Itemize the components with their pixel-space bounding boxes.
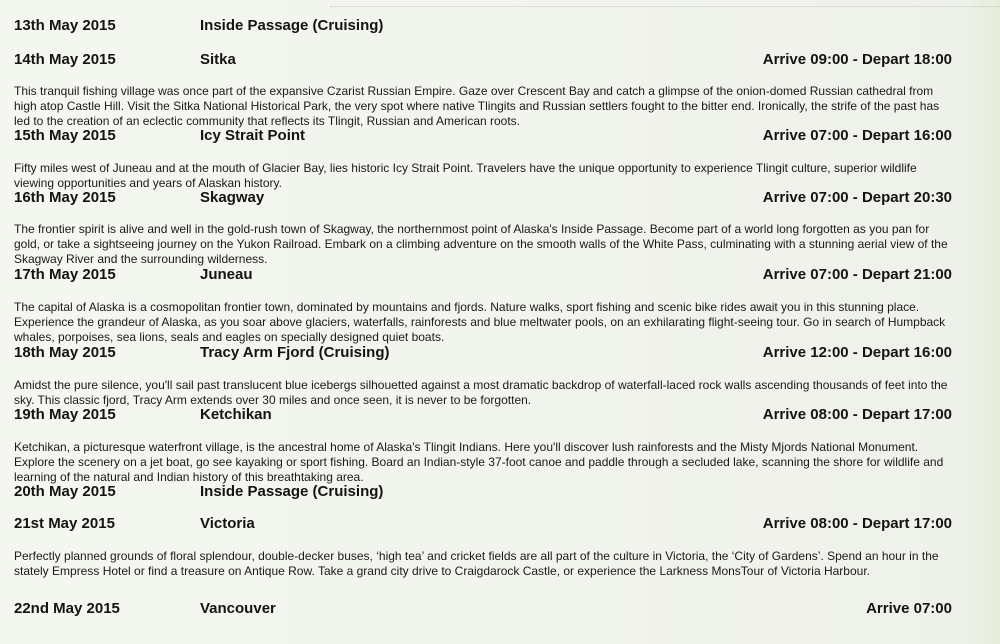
day-port: Sitka (200, 51, 236, 68)
day-port: Inside Passage (Cruising) (200, 483, 384, 500)
page-edge (960, 0, 1000, 644)
itinerary-day-header (14, 404, 954, 426)
day-description: The capital of Alaska is a cosmopolitan frontier town, dominated by mountains and fjords. Nature walks, sport fishing and scenic bike rides await you in this stunning place. Experience the grandeur of Alaska, as you soar above glaciers, waterfalls, rainforests and blue meltwater pools, on an exhilarating flight-seeing tour. Go in search of Humpback whales, porpoises, sea lions, seals and eagles on specially designed quiet boats. (14, 300, 946, 344)
day-port: Icy Strait Point (200, 127, 306, 144)
day-date: 21st May 2015 (14, 515, 115, 532)
day-date: 17th May 2015 (14, 266, 116, 283)
itinerary-day-header (14, 125, 954, 147)
itinerary-day-header (14, 513, 954, 535)
day-port: Skagway (200, 189, 265, 206)
day-port: Vancouver (200, 600, 276, 617)
day-date: 15th May 2015 (14, 127, 116, 144)
day-description: Perfectly planned grounds of floral splendour, double-decker buses, ‘high tea’ and cricket fields are all part of the culture in Victoria, the ‘City of Gardens’. Spend an hour in the stately Empress Hotel or find a treasure on Antique Row. Take a grand city drive to Craigdarock Castle, or experience the Larkness MonsTour of Victoria Harbour. (14, 549, 939, 578)
day-times: Arrive 07:00 - Depart 16:00 (762, 127, 952, 144)
day-description: Fifty miles west of Juneau and at the mouth of Glacier Bay, lies historic Icy Strait Point. Travelers have the unique opportunity to experience Tlingit culture, superior wildlife viewing opportunities and years of Alaskan history. (14, 161, 917, 190)
itinerary-day-header (14, 187, 954, 209)
day-port: Victoria (200, 515, 255, 532)
day-date: 18th May 2015 (14, 344, 116, 361)
itinerary-day-header (14, 264, 954, 286)
day-times: Arrive 07:00 (866, 600, 952, 617)
day-description: Amidst the pure silence, you'll sail past translucent blue icebergs silhouetted against a most dramatic backdrop of waterfall-laced rock walls ascending thousands of feet into the sky. This classic fjord, Tracy Arm extends over 30 miles and once seen, it is never to be forgotten. (14, 378, 948, 407)
day-times: Arrive 09:00 - Depart 18:00 (762, 51, 952, 68)
day-port: Ketchikan (200, 406, 272, 423)
day-description: This tranquil fishing village was once part of the expansive Czarist Russian Empire. Gaze over Crescent Bay and catch a glimpse of the onion-domed Russian cathedral from high atop Castle Hill. Visit the Sitka National Historical Park, the very spot where native Tlingits and Russian settlers fought to the bitter end. Ironically, the strife of the past has led to the creation of an eclectic community that reflects its Tlingit, Russian and American roots. (14, 84, 940, 128)
day-times: Arrive 07:00 - Depart 20:30 (762, 189, 952, 206)
itinerary-day-header (14, 342, 954, 364)
day-date: 19th May 2015 (14, 406, 116, 423)
day-times: Arrive 08:00 - Depart 17:00 (762, 515, 952, 532)
day-port: Inside Passage (Cruising) (200, 17, 384, 34)
itinerary-day-header (14, 15, 954, 37)
day-port: Juneau (200, 266, 253, 283)
day-date: 22nd May 2015 (14, 600, 120, 617)
day-date: 20th May 2015 (14, 483, 116, 500)
itinerary-day-header (14, 481, 954, 503)
day-date: 13th May 2015 (14, 17, 116, 34)
day-date: 14th May 2015 (14, 51, 116, 68)
itinerary-day-header (14, 49, 954, 71)
day-description: The frontier spirit is alive and well in the gold-rush town of Skagway, the northernmost point of Alaska's Inside Passage. Become part of a world long forgotten as you pan for gold, or take a sightseeing journey on the Yukon Railroad. Embark on a climbing adventure on the smooth walls of the White Pass, culminating with a stunning aerial view of the Skagway River and the surrounding wilderness. (14, 222, 948, 266)
cut-off-top-text (330, 0, 1000, 7)
day-date: 16th May 2015 (14, 189, 116, 206)
itinerary-day-header (14, 598, 954, 620)
day-port: Tracy Arm Fjord (Cruising) (200, 344, 390, 361)
day-times: Arrive 12:00 - Depart 16:00 (762, 344, 952, 361)
day-times: Arrive 08:00 - Depart 17:00 (762, 406, 952, 423)
day-times: Arrive 07:00 - Depart 21:00 (762, 266, 952, 283)
day-description: Ketchikan, a picturesque waterfront village, is the ancestral home of Alaska's Tlingit Indians. Here you'll discover lush rainforests and the Misty Mjords National Monument. Explore the scenery on a jet boat, go see kayaking or sport fishing. Board an Indian-style 37-foot canoe and paddle through a secluded lake, scanning the shore for wildlife and learning of the natural and Indian history of this breathtaking area. (14, 440, 944, 484)
